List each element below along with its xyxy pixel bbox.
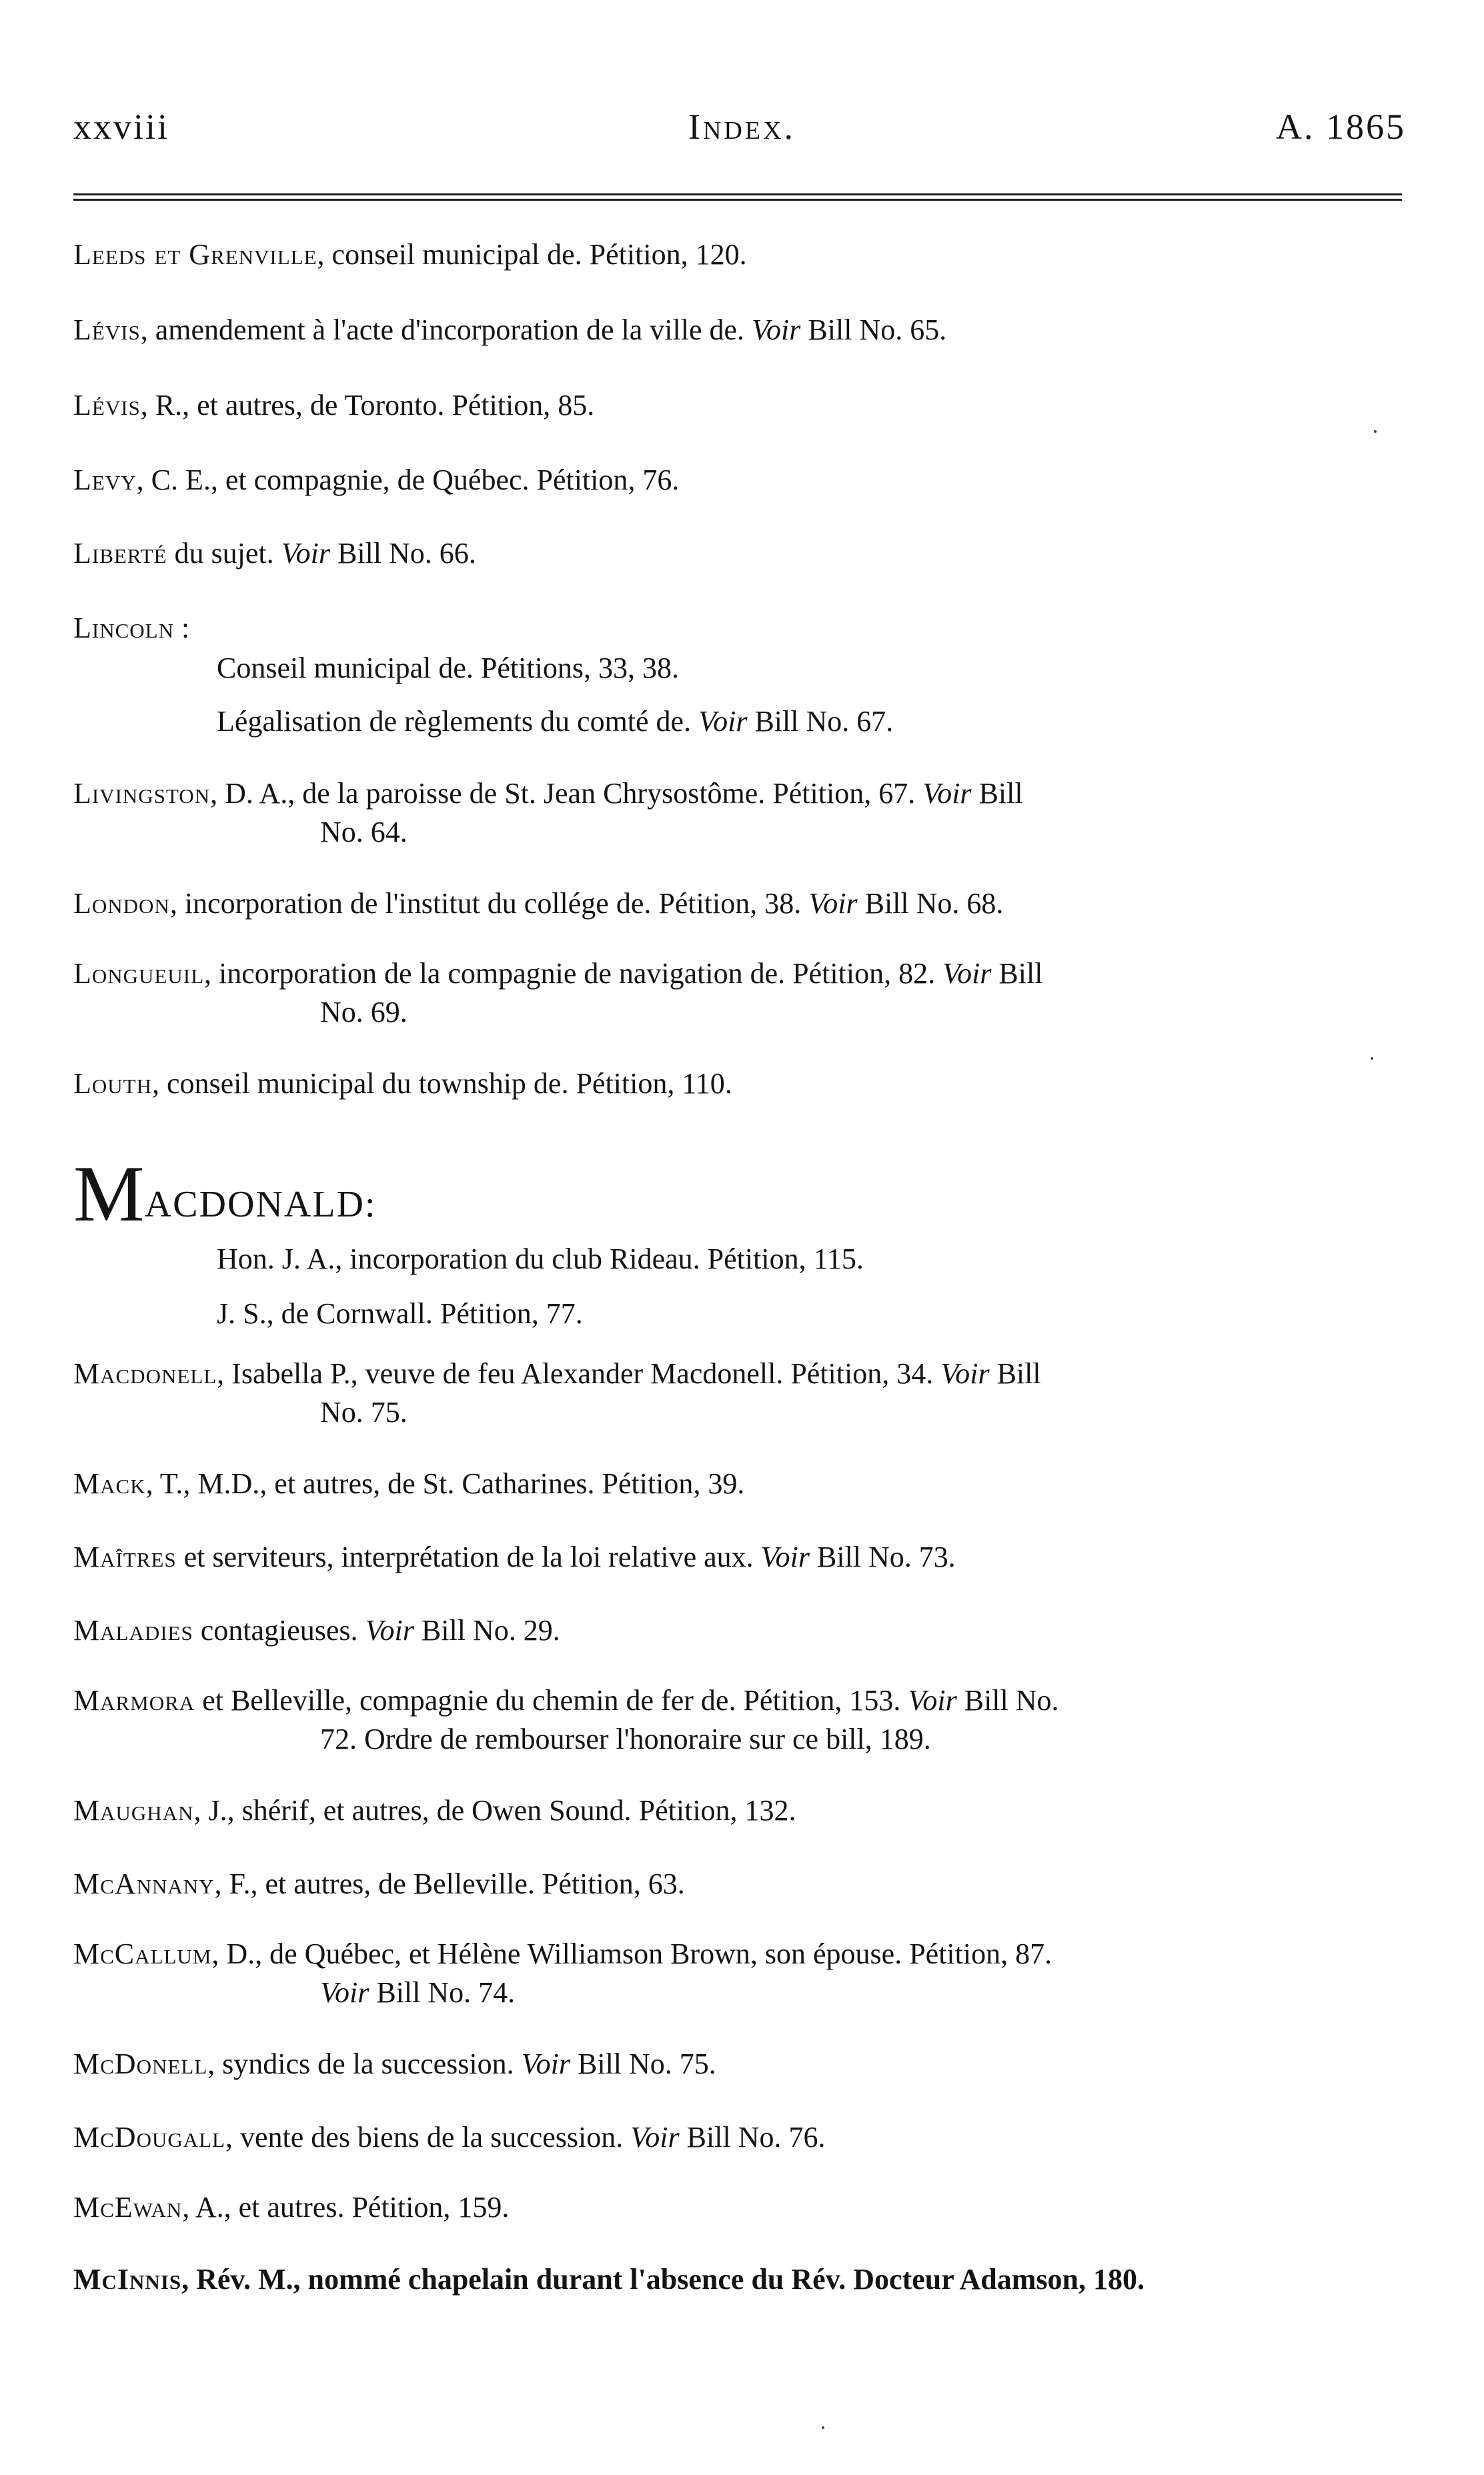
index-entry-leeds: Leeds et Grenville, conseil municipal de. Pétition, 120. bbox=[73, 238, 747, 271]
drop-initial: M bbox=[73, 1149, 145, 1238]
index-entry-mccallum: McCallum, D., de Québec, et Hélène Williamson Brown, son épouse. Pétition, 87. bbox=[73, 1937, 1052, 1970]
index-entry-mack: Mack, T., M.D., et autres, de St. Catharines. Pétition, 39. bbox=[73, 1467, 745, 1500]
index-entry-maitres: Maîtres et serviteurs, interprétation de la loi relative aux. Voir Bill No. 73. bbox=[73, 1541, 956, 1573]
print-speck bbox=[822, 2426, 824, 2429]
index-entry-levis-town: Lévis, amendement à l'acte d'incorporation de la ville de. Voir Bill No. 65. bbox=[73, 313, 947, 346]
page-title: Index. bbox=[688, 107, 796, 147]
index-subentry-lincoln-conseil: Conseil municipal de. Pétitions, 33, 38. bbox=[217, 652, 679, 684]
index-entry-levy: Levy, C. E., et compagnie, de Québec. Pétition, 76. bbox=[73, 464, 680, 496]
print-speck bbox=[1374, 430, 1377, 433]
index-subentry-macdonald-js: J. S., de Cornwall. Pétition, 77. bbox=[217, 1297, 583, 1330]
index-entry-mcdonell: McDonell, syndics de la succession. Voir Bill No. 75. bbox=[73, 2047, 716, 2080]
page-year: A. 1865 bbox=[1276, 107, 1406, 147]
index-entry-livingston-cont: No. 64. bbox=[320, 816, 408, 848]
header-rule-bottom bbox=[73, 199, 1402, 201]
index-entry-mcewan: McEwan, A., et autres. Pétition, 159. bbox=[73, 2191, 510, 2224]
index-entry-liberte: Liberté du sujet. Voir Bill No. 66. bbox=[73, 537, 476, 570]
index-subentry-lincoln-legalisation: Légalisation de règlements du comté de. Voir Bill No. 67. bbox=[217, 705, 894, 738]
index-entry-levis-r: Lévis, R., et autres, de Toronto. Pétition, 85. bbox=[73, 389, 595, 422]
index-entry-longueuil: Longueuil, incorporation de la compagnie de navigation de. Pétition, 82. Voir Bill bbox=[73, 957, 1043, 990]
index-entry-macdonell: Macdonell, Isabella P., veuve de feu Alexander Macdonell. Pétition, 34. Voir Bill bbox=[73, 1357, 1041, 1390]
index-entry-mcinnis: McInnis, Rév. M., nommé chapelain durant l'absence du Rév. Docteur Adamson, 180. bbox=[73, 2263, 1145, 2296]
index-entry-mcannany: McAnnany, F., et autres, de Belleville. Pétition, 63. bbox=[73, 1867, 685, 1900]
print-speck bbox=[1371, 1057, 1373, 1060]
index-entry-livingston: Livingston, D. A., de la paroisse de St. Jean Chrysostôme. Pétition, 67. Voir Bill bbox=[73, 777, 1023, 810]
index-entry-macdonell-cont: No. 75. bbox=[320, 1396, 408, 1429]
index-entry-mcdougall: McDougall, vente des biens de la succession. Voir Bill No. 76. bbox=[73, 2121, 826, 2154]
index-entry-maughan: Maughan, J., shérif, et autres, de Owen Sound. Pétition, 132. bbox=[73, 1794, 796, 1827]
index-entry-mccallum-cont: Voir Bill No. 74. bbox=[320, 1976, 516, 2009]
index-entry-maladies: Maladies contagieuses. Voir Bill No. 29. bbox=[73, 1614, 560, 1647]
index-entry-london: London, incorporation de l'institut du collége de. Pétition, 38. Voir Bill No. 68. bbox=[73, 887, 1004, 920]
index-entry-marmora: Marmora et Belleville, compagnie du chemin de fer de. Pétition, 153. Voir Bill No. bbox=[73, 1684, 1059, 1717]
index-section-macdonald: MACDONALD: bbox=[73, 1149, 377, 1238]
header-rule-top bbox=[73, 193, 1402, 195]
index-subentry-macdonald-ja: Hon. J. A., incorporation du club Rideau. Pétition, 115. bbox=[217, 1243, 864, 1275]
index-entry-lincoln: Lincoln : bbox=[73, 612, 190, 644]
index-entry-longueuil-cont: No. 69. bbox=[320, 996, 408, 1028]
index-entry-marmora-cont: 72. Ordre de rembourser l'honoraire sur ce bill, 189. bbox=[320, 1723, 931, 1755]
index-entry-louth: Louth, conseil municipal du township de. Pétition, 110. bbox=[73, 1067, 732, 1100]
page-number: xxviii bbox=[73, 107, 170, 147]
